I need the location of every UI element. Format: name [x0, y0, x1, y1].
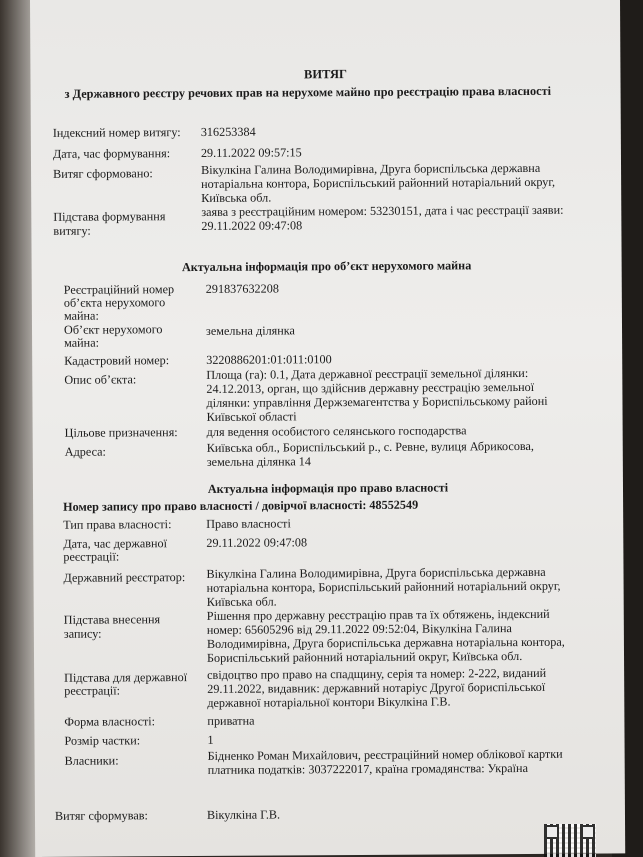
registration-date-label: Дата, час державної	[63, 536, 168, 551]
document-page	[30, 0, 625, 857]
entry-basis-line: Володимирівна, Друга бориспільська державна нотаріальна контора,	[206, 634, 565, 651]
reg-number-label: об’єкта нерухомого	[63, 295, 166, 310]
share-size-label: Розмір частки:	[64, 733, 141, 748]
document-title: ВИТЯГ	[303, 67, 347, 82]
purpose-value: для ведення особистого селянського господарства	[206, 423, 467, 439]
basis-label: витягу:	[53, 223, 91, 238]
object-type-label: Об’єкт нерухомого	[63, 322, 163, 337]
formed-line: нотаріальна контора, Бориспільський районний нотаріальний округ,	[201, 174, 556, 191]
footer-label: Витяг сформував:	[54, 808, 148, 823]
owners-line: Бідненко Роман Михайлович, реєстраційний номер облікової картки	[207, 746, 563, 763]
share-size-value: 1	[207, 732, 214, 747]
entry-basis-label: запису:	[63, 626, 102, 641]
registration-basis-label: Підстава для державної	[64, 670, 188, 685]
basis-line: заява з реєстраційним номером: 53230151, дата і час реєстрації заяви:	[201, 202, 564, 219]
address-label: Адреса:	[64, 444, 106, 459]
right-type-label: Тип права власності:	[63, 517, 172, 532]
object-type-label: майна:	[64, 335, 100, 350]
object-heading: Актуальна інформація про об’єкт нерухомого майна	[181, 258, 472, 275]
owners-line: платника податків: 3037222017, країна громадянства: Україна	[207, 760, 529, 777]
address-line: земельна ділянка 14	[206, 454, 312, 469]
footer-value: Вікулкіна Г.В.	[206, 807, 281, 822]
basis-label: Підстава формування	[53, 209, 166, 224]
index-label: Індексний номер витягу:	[52, 125, 181, 140]
registration-basis-line: свідоцтво про право на спадщину, серія та номер: 2-222, виданий	[207, 665, 547, 682]
date-value: 29.11.2022 09:57:15	[200, 145, 302, 160]
formed-label: Витяг сформовано:	[53, 166, 153, 181]
object-type-value: земельна ділянка	[205, 323, 295, 338]
address-line: Київська обл., Бориспільський р., с. Ревне, вулиця Абрикосова,	[206, 438, 534, 455]
description-label: Опис об’єкта:	[64, 372, 137, 387]
right-heading: Актуальна інформація про право власності	[207, 480, 449, 496]
entry-basis-line: номер: 65605296 від 29.11.2022 09:52:04, Вікулкіна Галина	[206, 621, 512, 637]
registration-basis-label: реєстрації:	[64, 683, 121, 698]
reg-number-value: 291837632208	[205, 281, 279, 296]
description-line: Площа (га): 0.1, Дата державної реєстрації земельної ділянки:	[206, 365, 529, 382]
qr-code-icon	[544, 824, 596, 857]
registrar-line: нотаріальна контора, Бориспільський районний нотаріальний округ,	[206, 578, 561, 595]
registrar-line: Вікулкіна Галина Володимирівна, Друга бориспільська державна	[206, 564, 546, 581]
registration-basis-line: державної нотаріальної контори Вікулкіна Г.В.	[207, 694, 451, 710]
registration-basis-line: 29.11.2022, видавник: державний нотаріус Другої бориспільської	[207, 679, 546, 696]
right-type-value: Право власності	[206, 516, 291, 531]
purpose-label: Цільове призначення:	[64, 425, 178, 440]
description-line: Київської області	[206, 409, 297, 424]
registration-date-label: реєстрації:	[63, 549, 120, 564]
formed-line: Вікулкіна Галина Володимирівна, Друга бориспільська державна	[200, 160, 541, 177]
cadastral-label: Кадастровий номер:	[64, 353, 170, 368]
entry-basis-line: Рішення про державну реєстрацію прав та їх обтяжень, індексний	[206, 606, 550, 623]
cadastral-value: 3220886201:01:011:0100	[206, 352, 332, 367]
basis-line: 29.11.2022 09:47:08	[201, 218, 303, 233]
document-subtitle: з Державного реєстру речових прав на нерухоме майно про реєстрацію права власності	[64, 83, 552, 101]
formed-line: Київська обл.	[201, 190, 272, 205]
entry-basis-line: Бориспільський районний нотаріальний округ, Київська обл.	[206, 649, 523, 665]
index-value: 316253384	[200, 124, 256, 139]
ownership-form-value: приватна	[207, 713, 255, 728]
owners-label: Власники:	[64, 753, 119, 768]
ownership-form-label: Форма власності:	[64, 714, 156, 729]
reg-number-label: майна:	[63, 308, 99, 323]
registrar-line: Київська обл.	[206, 594, 277, 609]
registration-date-value: 29.11.2022 09:47:08	[206, 535, 308, 550]
description-line: ділянки: управління Держземагентства у Бориспільському районі	[206, 393, 548, 410]
description-line: 24.12.2013, орган, що здійснив державну реєстрацію земельної	[206, 379, 535, 396]
reg-number-label: Реєстраційний номер	[63, 282, 175, 297]
registrar-label: Державний реєстратор:	[63, 570, 186, 585]
record-number-heading: Номер запису про право власності / довірчої власності: 48552549	[63, 497, 419, 514]
date-label: Дата, час формування:	[52, 146, 171, 161]
entry-basis-label: Підстава внесення	[63, 612, 161, 627]
